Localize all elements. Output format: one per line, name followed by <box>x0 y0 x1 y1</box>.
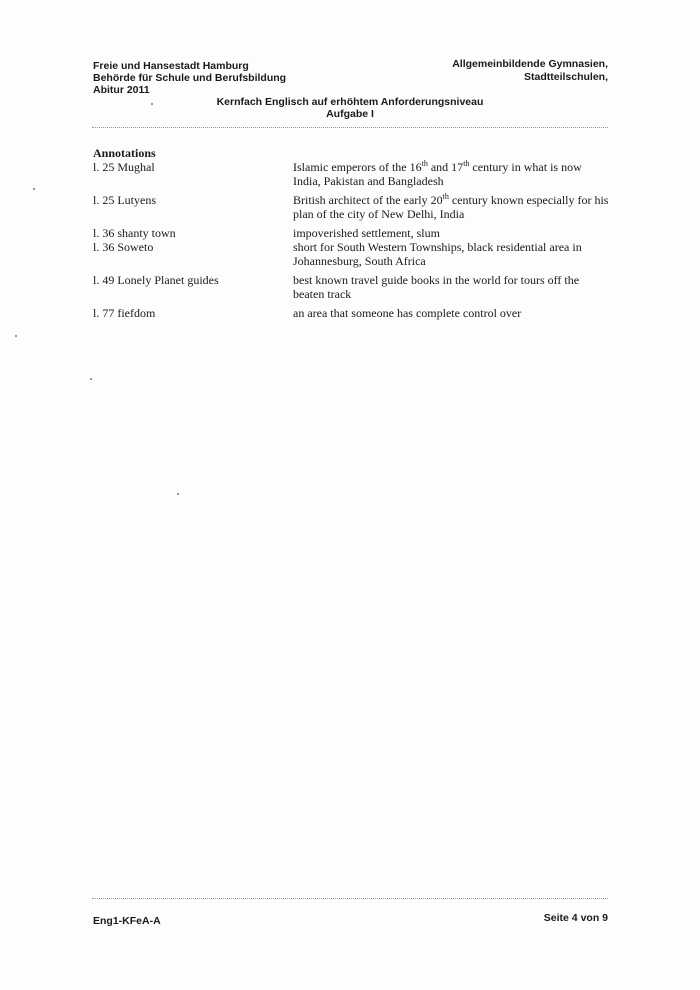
annotation-row <box>93 306 613 320</box>
header-subject-title: Kernfach Englisch auf erhöhtem Anforderungsniveau <box>216 96 484 108</box>
header-left-line: Abitur 2011 <box>93 84 150 96</box>
ordinal-superscript: th <box>442 192 449 201</box>
annotation-row <box>93 273 613 301</box>
annotation-definition: best known travel guide books in the world for tours off the beaten track <box>293 273 580 301</box>
scan-speck <box>15 335 17 337</box>
annotation-reference: l. 25 Mughal <box>93 160 155 174</box>
footer-divider <box>92 898 608 899</box>
annotation-reference: l. 36 Soweto <box>93 240 154 254</box>
annotation-row <box>93 240 613 268</box>
annotation-reference: l. 49 Lonely Planet guides <box>93 273 219 287</box>
annotation-row <box>93 193 613 221</box>
header-divider <box>92 127 608 128</box>
annotation-reference: l. 36 shanty town <box>93 226 176 240</box>
annotations-heading: Annotations <box>93 146 156 160</box>
ordinal-superscript: th <box>421 159 428 168</box>
annotations-list <box>93 160 613 320</box>
header-school-types <box>452 58 608 83</box>
scan-speck <box>90 378 92 380</box>
annotation-definition: Islamic emperors of the 16th and 17th century in what is now India, Pakistan and Bangladesh <box>293 159 582 188</box>
header-right-line: Stadtteilschulen, <box>523 70 608 83</box>
annotation-reference: l. 25 Lutyens <box>93 193 156 207</box>
annotation-definition: an area that someone has complete control over <box>293 306 522 320</box>
header-subject <box>180 96 520 120</box>
header-left-line: Freie und Hansestadt Hamburg <box>93 60 249 72</box>
header-right-line: Allgemeinbildende Gymnasien, <box>452 58 608 70</box>
page-number: Seite 4 von 9 <box>543 912 608 924</box>
scan-speck <box>177 493 179 495</box>
header-authority <box>93 60 286 96</box>
annotation-definition: impoverished settlement, slum <box>293 226 440 240</box>
scan-speck <box>151 103 153 105</box>
header-task-label: Aufgabe I <box>326 108 374 120</box>
annotation-definition: British architect of the early 20th century known especially for his plan of the city of New Delhi, India <box>293 192 609 221</box>
header-left-line: Behörde für Schule und Berufsbildung <box>93 72 287 84</box>
ordinal-superscript: th <box>463 159 470 168</box>
document-code: Eng1-KFeA-A <box>93 915 161 927</box>
annotation-reference: l. 77 fiefdom <box>93 306 156 320</box>
annotations-section <box>93 146 613 320</box>
annotation-row <box>93 160 613 188</box>
annotation-definition: short for South Western Townships, black residential area in Johannesburg, South Africa <box>293 240 582 268</box>
scan-speck <box>33 188 35 190</box>
annotation-row <box>93 226 613 240</box>
